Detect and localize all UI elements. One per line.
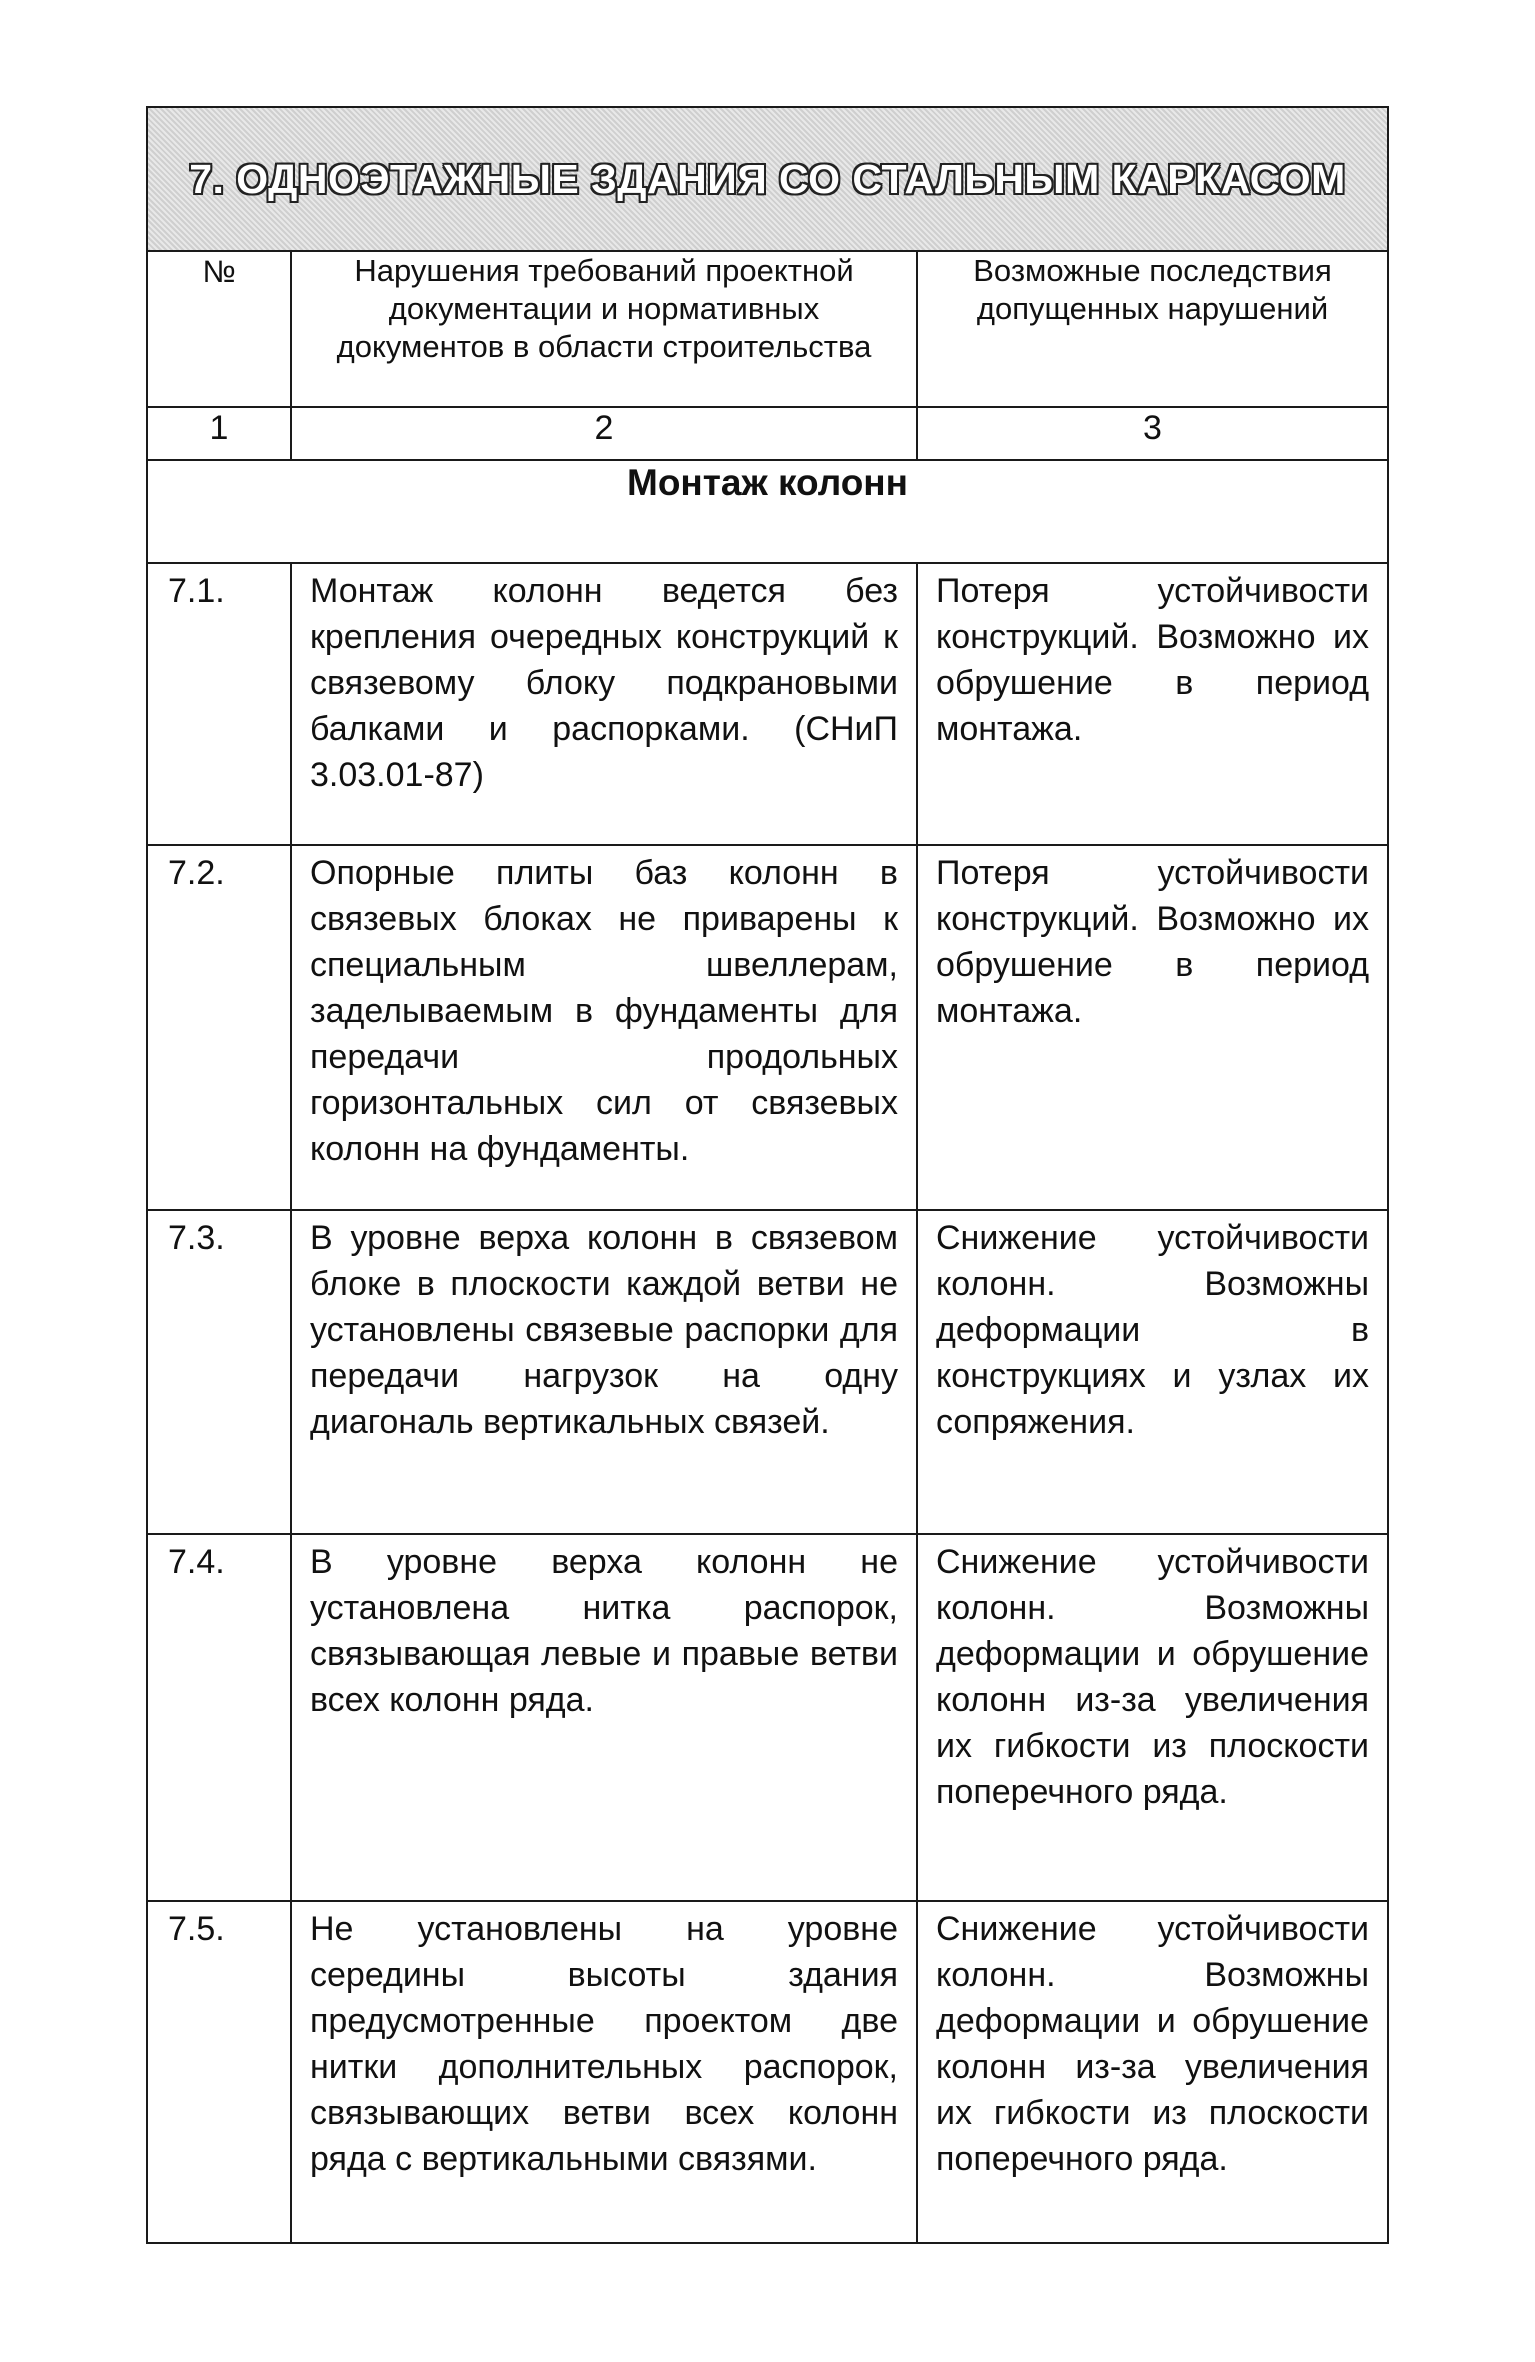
table-row: [147, 1901, 1388, 2243]
title-cell: [147, 107, 1388, 251]
row-violation: Не установлены на уровне середины высоты здания предусмотренные проектом две нитки дополнительных распорок, связывающих ветви всех колонн ряда с вертикальными связями.: [291, 1901, 917, 2243]
row-consequence: Снижение устойчивости колонн. Возможны деформации и обрушение колонн из-за увеличения их гибкости из плоскости поперечного ряда.: [917, 1534, 1388, 1901]
column-number-row: [147, 407, 1388, 460]
section-title: Монтаж колонн: [147, 460, 1388, 563]
row-number: 7.5.: [147, 1901, 291, 2243]
row-violation: В уровне верха колонн в связевом блоке в плоскости каждой ветви не установлены связевые распорки для передачи нагрузок на одну диагональ вертикальных связей.: [291, 1210, 917, 1534]
page-title: 7. ОДНОЭТАЖНЫЕ ЗДАНИЯ СО СТАЛЬНЫМ КАРКАСОМ: [189, 155, 1346, 202]
row-violation: Монтаж колонн ведется без крепления очередных конструкций к связевому блоку подкрановыми балками и распорками. (СНиП 3.03.01-87): [291, 563, 917, 845]
row-consequence: Потеря устойчивости конструкций. Возможно их обрушение в период монтажа.: [917, 845, 1388, 1210]
row-consequence: Снижение устойчивости колонн. Возможны деформации в конструкциях и узлах их сопряжения.: [917, 1210, 1388, 1534]
column-number-3: 3: [917, 407, 1388, 460]
table-row: [147, 1210, 1388, 1534]
header-violation: Нарушения требований проектной документации и нормативных документов в области строительства: [291, 251, 917, 407]
table-row: [147, 1534, 1388, 1901]
row-consequence: Снижение устойчивости колонн. Возможны деформации и обрушение колонн из-за увеличения их гибкости из плоскости поперечного ряда.: [917, 1901, 1388, 2243]
row-violation: Опорные плиты баз колонн в связевых блоках не приварены к специальным швеллерам, заделываемым в фундаменты для передачи продольных горизонтальных сил от связевых колонн на фундаменты.: [291, 845, 917, 1210]
column-number-1: 1: [147, 407, 291, 460]
row-consequence: Потеря устойчивости конструкций. Возможно их обрушение в период монтажа.: [917, 563, 1388, 845]
row-violation: В уровне верха колонн не установлена нитка распорок, связывающая левые и правые ветви всех колонн ряда.: [291, 1534, 917, 1901]
column-number-2: 2: [291, 407, 917, 460]
row-number: 7.4.: [147, 1534, 291, 1901]
row-number: 7.3.: [147, 1210, 291, 1534]
header-row: [147, 251, 1388, 407]
row-number: 7.2.: [147, 845, 291, 1210]
title-row: [147, 107, 1388, 251]
violations-table: [146, 106, 1389, 2244]
header-consequence: Возможные последствия допущенных нарушений: [917, 251, 1388, 407]
table-row: [147, 845, 1388, 1210]
header-number: №: [147, 251, 291, 407]
table-row: [147, 563, 1388, 845]
section-row: [147, 460, 1388, 563]
row-number: 7.1.: [147, 563, 291, 845]
